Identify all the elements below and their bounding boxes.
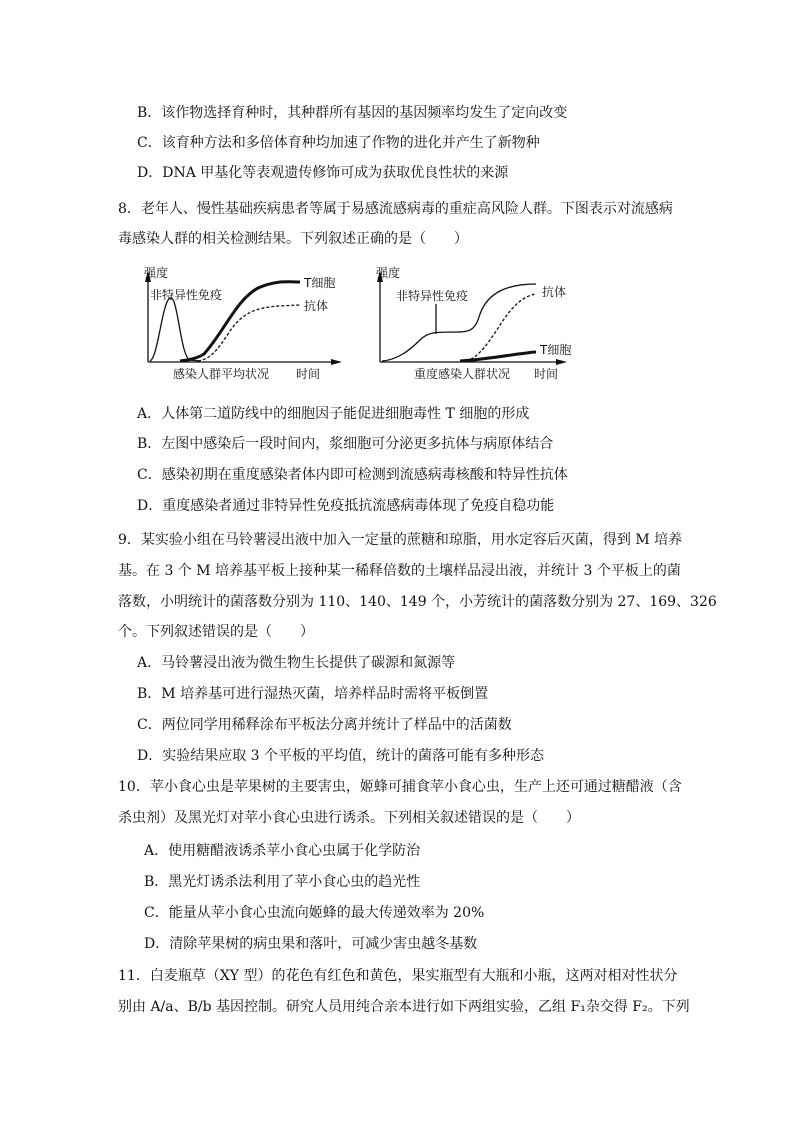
q9-stem-line-3: 落数，小明统计的菌落数分别为 110、140、149 个，小芳统计的菌落数分别为 27、169、326	[118, 594, 717, 610]
left-x-label: 时间	[296, 367, 321, 381]
left-x-axis-arrow	[331, 359, 342, 365]
q9-option-c: C．两位同学用稀释涂布平板法分离并统计了样品中的活菌数	[137, 717, 512, 733]
right-caption: 重度感染人群状况	[414, 367, 511, 381]
q9-option-b: B．M 培养基可进行湿热灭菌，培养样品时需将平板倒置	[137, 686, 489, 702]
q9-stem-line-2: 基。在 3 个 M 培养基平板上接种某一稀释倍数的土壤样品浸出液，并统计 3 个平板上的菌	[118, 563, 681, 579]
right-x-axis-arrow	[556, 359, 567, 365]
q9-option-d: D．实验结果应取 3 个平板的平均值，统计的菌落可能有多种形态	[137, 748, 545, 764]
q10-stem-line-2: 杀虫剂）及黑光灯对苹小食心虫进行诱杀。下列相关叙述错误的是（ ）	[118, 810, 580, 826]
q7-option-b: B．该作物选择育种时，其种群所有基因的基因频率均发生了定向改变	[137, 105, 568, 121]
q9-stem-line-4: 个。下列叙述错误的是（ ）	[118, 624, 314, 640]
right-antibody-curve	[466, 294, 536, 361]
q10-option-b: B．黑光灯诱杀法利用了苹小食心虫的趋光性	[144, 874, 421, 890]
left-antibody-curve	[198, 305, 300, 361]
q9-stem-line-1: 9．某实验小组在马铃薯浸出液中加入一定量的蔗糖和琼脂，用水定容后灭菌，得到 M 培养	[118, 532, 683, 548]
left-y-label: 强度	[144, 266, 169, 280]
q10-option-d: D．清除苹果树的病虫果和落叶，可减少害虫越冬基数	[144, 936, 478, 952]
right-x-label: 时间	[534, 367, 559, 381]
q8-option-d: D．重度感染者通过非特异性免疫抵抗流感病毒体现了免疫自稳功能	[137, 498, 555, 514]
left-label-nonspecific: 非特异性免疫	[150, 288, 223, 302]
q8-option-b: B．左图中感染后一段时间内，浆细胞可分泌更多抗体与病原体结合	[137, 436, 554, 452]
right-t-cell-curve	[460, 352, 536, 361]
q11-stem-line-1: 11．白麦瓶草（XY 型）的花色有红色和黄色，果实瓶型有大瓶和小瓶，这两对相对性状分	[118, 968, 678, 984]
left-caption: 感染人群平均状况	[173, 367, 270, 381]
q10-option-c: C．能量从苹小食心虫流向姬蜂的最大传递效率为 20%	[144, 905, 485, 921]
left-nonspecific-immunity-curve	[150, 298, 200, 361]
q8-option-a: A．人体第二道防线中的细胞因子能促进细胞毒性 T 细胞的形成	[137, 406, 530, 422]
q7-option-d: D．DNA 甲基化等表观遗传修饰可成为获取优良性状的来源	[137, 165, 509, 181]
q8-stem-line-1: 8．老年人、慢性基础疾病患者等属于易感流感病毒的重症高风险人群。下图表示对流感病	[118, 201, 673, 217]
left-label-tcell: T细胞	[304, 276, 336, 290]
right-y-label: 强度	[376, 266, 401, 280]
q9-option-a: A．马铃薯浸出液为微生物生长提供了碳源和氮源等	[137, 655, 456, 671]
figure-left-graph	[128, 262, 360, 384]
right-label-antibody: 抗体	[542, 285, 567, 299]
q10-option-a: A．使用糖醋液诱杀苹小食心虫属于化学防治	[144, 843, 421, 859]
right-label-nonspecific: 非特异性免疫	[396, 289, 469, 303]
right-label-tcell: T细胞	[540, 343, 572, 357]
left-label-antibody: 抗体	[304, 299, 329, 313]
q7-option-c: C．该育种方法和多倍体育种均加速了作物的进化并产生了新物种	[137, 135, 540, 151]
q8-stem-line-2: 毒感染人群的相关检测结果。下列叙述正确的是（ ）	[118, 231, 468, 247]
q10-stem-line-1: 10．苹小食心虫是苹果树的主要害虫，姬蜂可捕食苹小食心虫，生产上还可通过糖醋液（含	[118, 779, 682, 795]
q11-stem-line-2: 别由 A/a、B/b 基因控制。研究人员用纯合亲本进行如下两组实验，乙组 F₁杂交得 F₂。下列	[118, 999, 690, 1015]
q8-option-c: C．感染初期在重度感染者体内即可检测到流感病毒核酸和特异性抗体	[137, 467, 568, 483]
figure-right-graph	[368, 262, 600, 384]
